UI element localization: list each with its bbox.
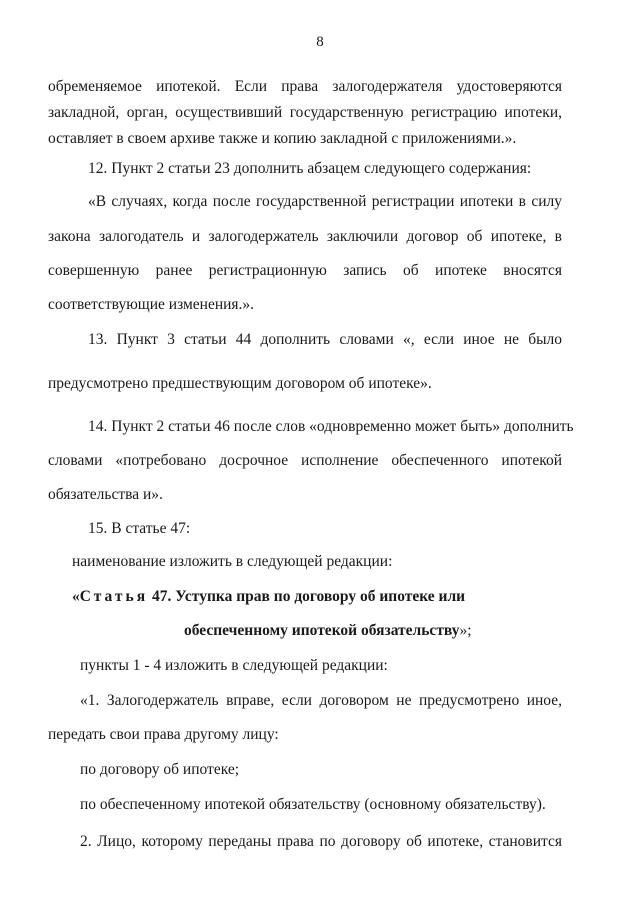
- page-number: 8: [316, 34, 324, 50]
- paragraph-13: 13. Пункт 3 статьи 44 дополнить словами «, если иное не было: [88, 331, 562, 348]
- text-line: по обеспеченному ипотекой обязательству (основному обязательству).: [80, 796, 546, 813]
- text-line: обременяемое ипотекой. Если права залогодержателя удостоверяются: [48, 78, 562, 95]
- paragraph-12: 12. Пункт 2 статьи 23 дополнить абзацем следующего содержания:: [88, 160, 532, 177]
- text-line: «1. Залогодержатель вправе, если договором не предусмотрено иное,: [80, 692, 562, 709]
- article-heading-title-cont: обеспеченному ипотекой обязательству: [184, 622, 460, 639]
- paragraph-15: 15. В статье 47:: [88, 520, 191, 537]
- text-line: обязательства и».: [48, 486, 163, 503]
- text-line: по договору об ипотеке;: [80, 761, 240, 778]
- text-line: оставляет в своем архиве также и копию закладной с приложениями.».: [48, 130, 517, 147]
- text-line: «В случаях, когда после государственной регистрации ипотеки в силу: [88, 193, 562, 210]
- text-line: предусмотрено предшествующим договором об ипотеке».: [48, 375, 432, 392]
- text-line: пункты 1 - 4 изложить в следующей редакции:: [80, 657, 388, 674]
- article-heading-open-quote: «: [72, 588, 80, 605]
- text-line: наименование изложить в следующей редакции:: [72, 553, 393, 570]
- text-line: соответствующие изменения.».: [48, 296, 255, 313]
- text-line: 2. Лицо, которому переданы права по договору об ипотеке, становится: [80, 833, 562, 850]
- article-heading-title: 47. Уступка прав по договору об ипотеке или: [148, 588, 466, 605]
- text-line: словами «потребовано досрочное исполнение обеспеченного ипотекой: [48, 452, 562, 469]
- article-heading-line2: [184, 622, 472, 640]
- text-line: передать свои права другому лицу:: [48, 726, 279, 743]
- text-line: совершенную ранее регистрационную запись об ипотеке вносятся: [48, 262, 562, 279]
- text-line: закладной, орган, осуществивший государственную регистрацию ипотеки,: [48, 104, 562, 121]
- text-line: закона залогодатель и залогодержатель заключили договор об ипотеке, в: [48, 228, 562, 245]
- article-heading-line1: [72, 588, 465, 606]
- article-heading-close: »;: [459, 622, 472, 639]
- article-heading-word: Статья: [79, 588, 149, 605]
- paragraph-14: 14. Пункт 2 статьи 46 после слов «одновременно может быть» дополнить: [88, 418, 574, 435]
